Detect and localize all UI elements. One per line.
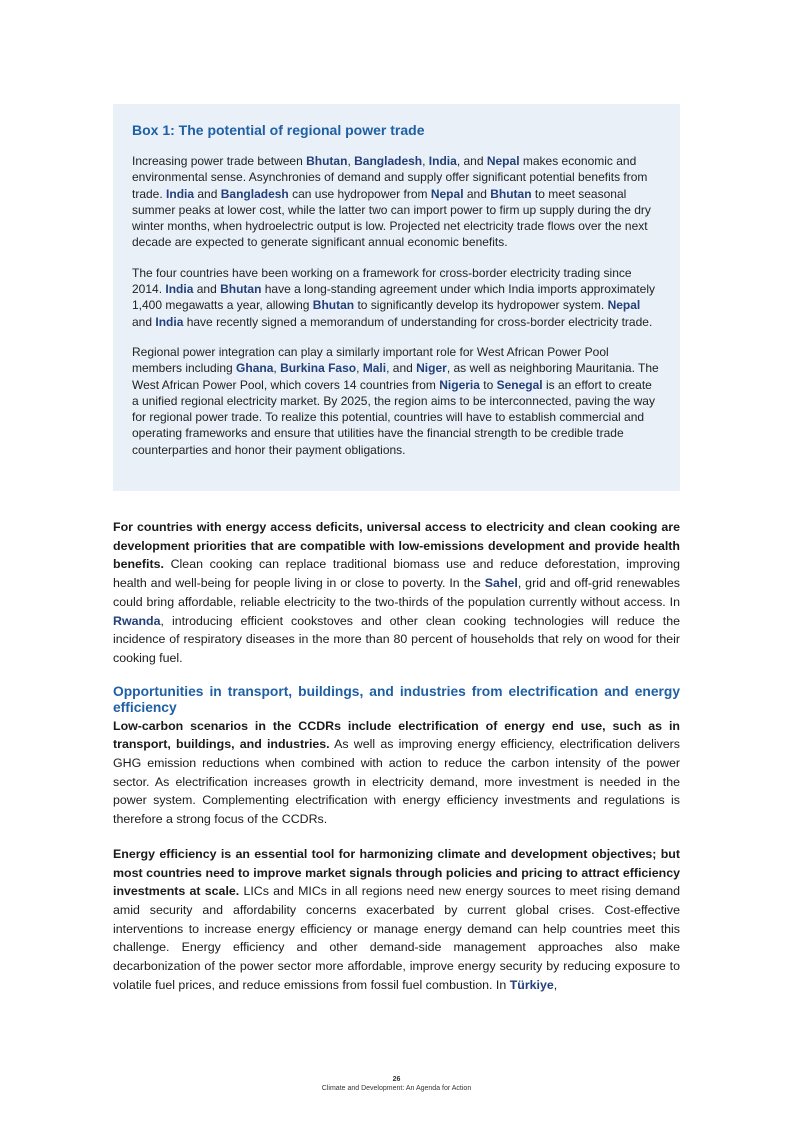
body-paragraph: [113, 717, 680, 829]
text-run: is an effort to create a unified regional electricity market. By 2025, the region aims to be interconnected, paving the way for regional power trade. To realize this potential, countries will have to establish commercial and operating frameworks and ensure that utilities have the financial strength to be credible trade counterparties and honor their payment obligations.: [132, 377, 655, 457]
country-highlight: Nepal: [486, 154, 520, 168]
text-run: Increasing power trade between: [132, 154, 307, 168]
country-highlight: Senegal: [496, 377, 543, 392]
text-run: ,: [553, 977, 558, 992]
country-highlight: India: [166, 186, 195, 201]
box-paragraph: [132, 265, 661, 330]
country-highlight: Nepal: [607, 298, 641, 313]
text-run: , grid and off-grid renewables could bring affordable, reliable electricity to the two-thirds of the population currently without access. In: [113, 576, 680, 609]
country-highlight: Bangladesh: [220, 186, 289, 201]
country-highlight: Niger: [416, 361, 447, 376]
lead-sentence: Energy efficiency is an essential tool for harmonizing climate and development objectives; but most countries need to improve market signals through policies and pricing to attract efficiency investments at scale.: [113, 846, 680, 899]
country-highlight: India: [165, 282, 194, 297]
country-highlight: Rwanda: [113, 613, 161, 628]
text-run: to meet seasonal summer peaks at lower cost, while the latter two can import power to firm up supply during the dry winter months, when hydroelectric output is low. Projected net electricity trade flows over the next decade are expected to generate significant annual economic benefits.: [132, 186, 651, 250]
box-body: [132, 153, 661, 458]
text-run: , as well as neighboring Mauritania. The West African Power Pool, which covers 14 countries from: [132, 361, 659, 392]
text-run: LICs and MICs in all regions need new energy sources to meet rising demand amid security and affordability concerns exacerbated by current global crises. Cost-effective interventions to increase energy efficiency or manage energy demand can help countries meet this challenge. Energy efficiency and other demand-side management approaches also make decarbonization of the power sector more affordable, improve energy security by reducing exposure to volatile fuel prices, and reduce emissions from fossil fuel combustion. In: [113, 884, 680, 992]
country-highlight: Nepal: [430, 186, 464, 201]
country-highlight: Sahel: [484, 576, 518, 591]
country-highlight: Bhutan: [220, 282, 262, 297]
page-footer: [0, 1075, 793, 1093]
publication-title: Climate and Development: An Agenda for Action: [321, 1085, 472, 1092]
text-run: Clean cooking can replace traditional biomass use and reduce deforestation, improving health and well-being for people living in or close to poverty. In the: [113, 557, 680, 591]
page-number: 26: [392, 1076, 401, 1083]
country-highlight: Bangladesh: [354, 154, 423, 168]
section-heading: Opportunities in transport, buildings, and industries from electrification and energy efficiency: [113, 683, 680, 716]
country-highlight: Nigeria: [439, 377, 480, 392]
country-highlight: Mali: [362, 361, 387, 376]
text-run: , and: [456, 154, 487, 168]
box-1-regional-power-trade: [113, 104, 680, 491]
body-paragraph: [113, 518, 680, 668]
text-run: As well as improving energy efficiency, electrification delivers GHG emission reductions when combined with action to reduce the carbon intensity of the power sector. As electrification increases growth in electricity demand, more investment is needed in the power system. Complementing electrification with energy efficiency investments and regulations is therefore a strong focus of the CCDRs.: [113, 737, 680, 827]
text-run: to significantly develop its hydropower system.: [354, 298, 608, 313]
body-paragraph: [113, 845, 680, 995]
country-highlight: Ghana: [236, 361, 274, 376]
country-highlight: India: [155, 314, 184, 329]
text-run: and: [463, 186, 491, 201]
country-highlight: Bhutan: [312, 298, 355, 313]
text-run: ,: [356, 361, 363, 376]
text-run: can use hydropower from: [288, 186, 431, 201]
text-run: and: [132, 314, 156, 329]
box-paragraph: [132, 344, 661, 458]
text-run: ,: [347, 154, 355, 168]
text-run: Regional power integration can play a similarly important role for West African Power Pool members including: [132, 344, 609, 376]
country-highlight: Bhutan: [306, 154, 348, 168]
text-run: makes economic and environmental sense. Asynchronies of demand and supply offer significant potential benefits from trade.: [132, 154, 648, 201]
text-run: have recently signed a memorandum of understanding for cross-border electricity trade.: [183, 314, 653, 329]
box-title: Box 1: The potential of regional power trade: [132, 122, 425, 138]
text-run: , introducing efficient cookstoves and other clean cooking technologies will reduce the incidence of respiratory diseases in the more than 80 percent of households that rely on wood for their cooking fuel.: [113, 613, 680, 665]
text-run: ,: [273, 361, 281, 376]
text-run: and: [193, 282, 221, 297]
text-run: , and: [386, 361, 417, 376]
main-body: [113, 518, 680, 1010]
text-run: have a long-standing agreement under which India imports approximately 1,400 megawatts a year, allowing: [132, 282, 655, 313]
country-highlight: Türkiye: [509, 977, 554, 992]
country-highlight: Burkina Faso: [280, 361, 357, 376]
text-run: ,: [422, 154, 429, 168]
country-highlight: Bhutan: [490, 186, 532, 201]
country-highlight: India: [428, 154, 457, 168]
lead-sentence: Low-carbon scenarios in the CCDRs include electrification of energy end use, such as in transport, buildings, and industries.: [113, 718, 680, 752]
lead-sentence: For countries with energy access deficits, universal access to electricity and clean cooking are development priorities that are compatible with low-emissions development and provide health benefits.: [113, 520, 680, 572]
box-paragraph: [132, 153, 661, 251]
text-run: to: [479, 377, 497, 392]
text-run: The four countries have been working on a framework for cross-border electricity trading since 2014.: [132, 265, 632, 297]
text-run: and: [194, 186, 221, 201]
